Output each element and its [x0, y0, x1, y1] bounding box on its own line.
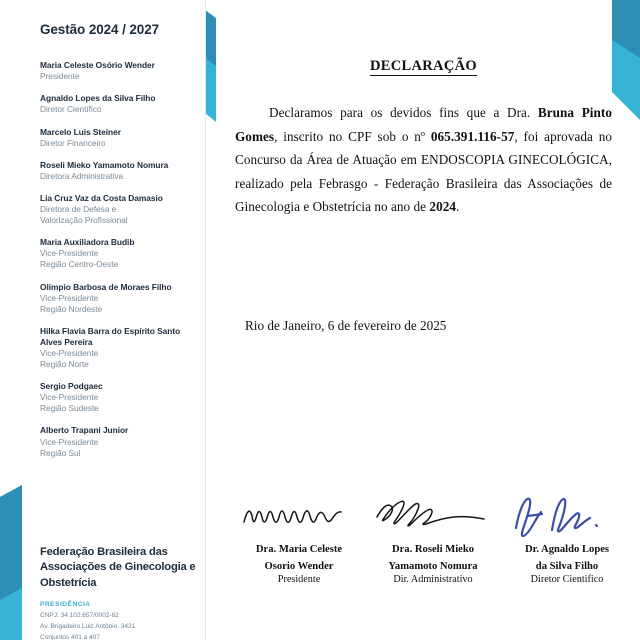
board-member-name: Maria Auxiliadora Budib	[40, 237, 135, 248]
board-member	[40, 425, 193, 458]
address-line: CNPJ: 34.102.657/0002-62	[40, 612, 119, 620]
handwritten-signature-roseli-mieko	[369, 494, 497, 540]
board-member	[40, 282, 193, 315]
board-member-name: Marcelo Luis Steiner	[40, 126, 121, 137]
document-title-text: DECLARAÇÃO	[370, 58, 477, 74]
presidencia-label: PRESIDÊNCIA	[40, 601, 91, 609]
handwritten-signature-agnaldo-lopes	[503, 494, 631, 540]
board-member-role: Presidente	[40, 71, 80, 82]
paragraph-part-4: .	[456, 199, 460, 214]
board-member	[40, 381, 193, 414]
teal-shape-divider-top-dark	[205, 10, 216, 66]
sidebar	[0, 0, 205, 640]
organization-name: Federação Brasileira das Associações de Ginecologia e Obstetrícia	[40, 546, 196, 589]
place-and-date: Rio de Janeiro, 6 de fevereiro de 2025	[245, 317, 447, 333]
board-member-name: Olimpio Barbosa de Moraes Filho	[40, 281, 172, 292]
signature-block	[235, 494, 363, 586]
document-title	[235, 58, 612, 75]
board-member-name: Lia Cruz Vaz da Costa Damasio	[40, 192, 163, 203]
board-member-name: Sergio Podgaec	[40, 381, 103, 392]
board-member-role: Região Sudeste	[40, 403, 99, 414]
board-member-role: Região Centro-Oeste	[40, 259, 119, 270]
document-body	[226, 0, 640, 640]
board-members-list	[40, 60, 193, 459]
board-member-role: Região Sul	[40, 447, 81, 458]
signature-role: Diretor Cientifico	[530, 574, 604, 586]
board-member	[40, 160, 193, 182]
board-member-role: Vice-Presidente	[40, 347, 99, 358]
board-member-name: Alberto Trapani Junior	[40, 425, 129, 436]
vertical-divider	[205, 0, 206, 640]
signatures-row	[235, 494, 631, 586]
sidebar-title: Gestão 2024 / 2027	[40, 22, 160, 37]
board-member	[40, 326, 193, 370]
board-member-role: Vice-Presidente	[40, 436, 99, 447]
board-member	[40, 237, 193, 270]
address-line: Conjuntos 401 a 407	[40, 633, 100, 640]
signature-name-line: Osorio Wender	[264, 560, 334, 572]
board-member-role: Valorização Profissional	[40, 215, 128, 226]
board-member-name: Roseli Mieko Yamamoto Nomura	[40, 159, 169, 170]
address-line: Av. Brigadeiro Luiz Antônio, 3421	[40, 622, 136, 630]
paragraph-part-1: Declaramos para os devidos fins que a Dra.	[269, 105, 538, 120]
paragraph-part-2: , inscrito no CPF sob o nº	[274, 128, 431, 144]
signature-name-line: Dr. Agnaldo Lopes	[524, 544, 610, 555]
cpf-number: 065.391.116-57	[430, 128, 515, 144]
board-member	[40, 93, 193, 115]
signature-role: Presidente	[277, 574, 321, 586]
board-member-role: Vice-Presidente	[40, 392, 99, 403]
signature-name-line: Dra. Maria Celeste	[255, 544, 343, 555]
approval-year: 2024	[429, 199, 456, 214]
signature-role: Dir. Administrativo	[393, 574, 473, 586]
signature-block	[369, 494, 497, 586]
handwritten-signature-maria-celeste	[235, 494, 363, 540]
signature-block	[503, 494, 631, 586]
sidebar-footer	[40, 545, 205, 640]
address-block	[40, 611, 205, 640]
board-member-role: Região Nordeste	[40, 303, 103, 314]
doctor-name: Bruna Pinto Gomes	[235, 105, 612, 144]
board-member-role: Região Norte	[40, 359, 89, 370]
board-member	[40, 193, 193, 226]
signature-name-line: Yamamoto Nomura	[388, 560, 478, 572]
board-member-role: Diretor Científico	[40, 104, 102, 115]
board-member-role: Diretora de Defesa e	[40, 204, 117, 215]
declaration-paragraph	[235, 101, 612, 219]
board-member-role: Vice-Presidente	[40, 292, 99, 303]
paragraph-part-3: , foi aprovada no Concurso da Área de Atuação em ENDOSCOPIA GINECOLÓGICA, realizado pela Febrasgo - Federação Brasileira das Associações de Ginecologia e Obstetrícia no ano de	[235, 128, 612, 214]
teal-shape-divider-top	[205, 10, 216, 122]
board-member	[40, 127, 193, 149]
signature-name-line: da Silva Filho	[535, 560, 599, 572]
board-member-name: Agnaldo Lopes da Silva Filho	[40, 93, 156, 104]
board-member-name: Maria Celeste Osório Wender	[40, 60, 155, 71]
board-member-role: Diretor Financeiro	[40, 137, 106, 148]
board-member-role: Vice-Presidente	[40, 248, 99, 259]
board-member-name: Hilka Flavia Barra do Espírito Santo Alves Pereira	[40, 325, 181, 347]
board-member	[40, 60, 193, 82]
board-member-role: Diretora Administrativa	[40, 170, 124, 181]
signature-name-line: Dra. Roseli Mieko	[391, 544, 475, 555]
